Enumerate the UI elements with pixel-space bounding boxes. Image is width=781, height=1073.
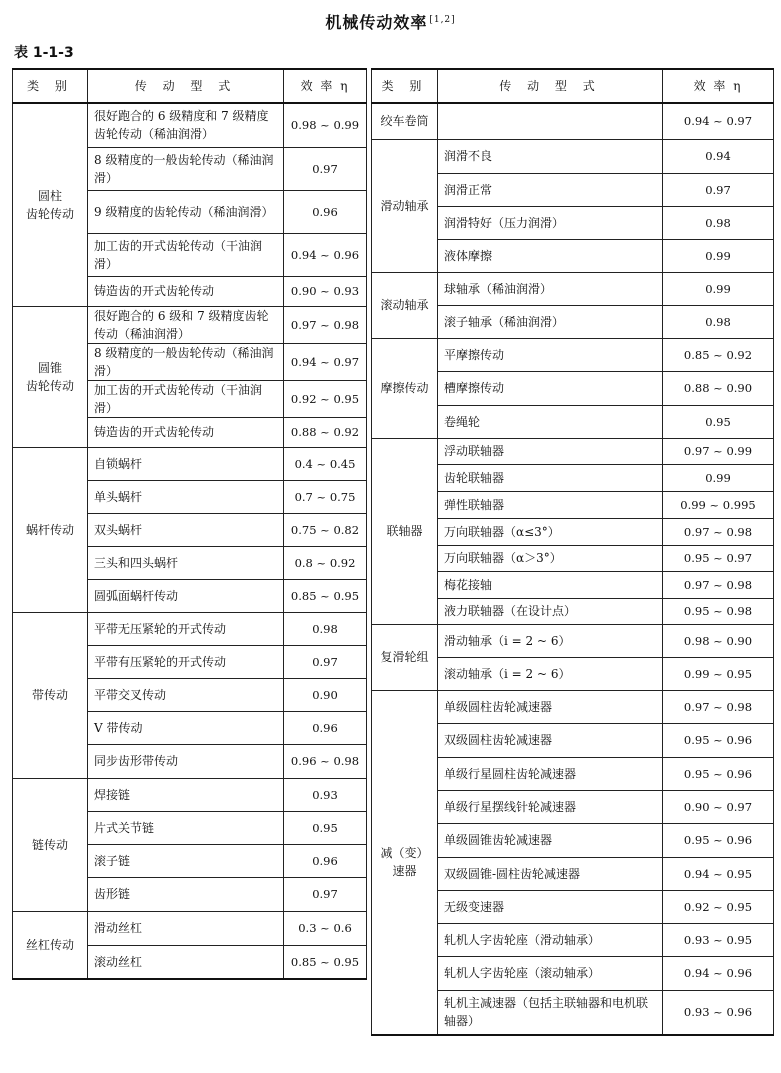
efficiency-cell: 0.75 ~ 0.82	[284, 513, 367, 546]
category-cell: 圆锥 齿轮传动	[13, 306, 88, 447]
header-row	[13, 69, 367, 103]
type-cell: 很好跑合的 6 级和 7 级精度齿轮传动（稀油润滑）	[88, 306, 284, 343]
efficiency-table-right	[371, 68, 774, 1036]
efficiency-cell: 0.97	[284, 877, 367, 911]
type-cell: 液力联轴器（在设计点）	[438, 598, 663, 624]
type-cell: 焊接链	[88, 778, 284, 811]
type-cell: 万向联轴器（α≤3°）	[438, 518, 663, 545]
efficiency-table-left	[12, 68, 367, 980]
table-row	[13, 778, 367, 811]
category-cell: 丝杠传动	[13, 911, 88, 979]
efficiency-cell: 0.95 ~ 0.96	[663, 723, 774, 757]
type-cell: 平摩擦传动	[438, 338, 663, 371]
efficiency-cell: 0.97 ~ 0.98	[663, 690, 774, 723]
efficiency-cell: 0.93 ~ 0.95	[663, 923, 774, 956]
type-cell: 齿形链	[88, 877, 284, 911]
table-row	[372, 338, 774, 371]
category-cell: 复滑轮组	[372, 624, 438, 690]
efficiency-cell: 0.95	[663, 405, 774, 438]
page-title	[0, 10, 781, 33]
efficiency-cell: 0.99	[663, 464, 774, 491]
efficiency-cell: 0.98 ~ 0.99	[284, 103, 367, 147]
efficiency-cell: 0.94 ~ 0.97	[284, 343, 367, 380]
type-cell: 梅花接轴	[438, 571, 663, 598]
type-cell: 铸造齿的开式齿轮传动	[88, 276, 284, 306]
type-cell: 加工齿的开式齿轮传动（干油润滑）	[88, 380, 284, 417]
efficiency-cell: 0.98 ~ 0.90	[663, 624, 774, 657]
type-cell: 平带交叉传动	[88, 678, 284, 711]
type-cell: 加工齿的开式齿轮传动（干油润滑）	[88, 233, 284, 276]
category-cell: 联轴器	[372, 438, 438, 624]
efficiency-cell: 0.88 ~ 0.90	[663, 371, 774, 405]
type-cell: 8 级精度的一般齿轮传动（稀油润滑）	[88, 343, 284, 380]
type-cell: 润滑特好（压力润滑）	[438, 206, 663, 239]
efficiency-cell: 0.97	[284, 645, 367, 678]
type-cell: 滚子轴承（稀油润滑）	[438, 305, 663, 338]
efficiency-cell: 0.99	[663, 272, 774, 305]
table-row	[372, 139, 774, 173]
type-cell: 齿轮联轴器	[438, 464, 663, 491]
efficiency-cell: 0.4 ~ 0.45	[284, 447, 367, 480]
type-cell: 滑动丝杠	[88, 911, 284, 945]
type-cell: 液体摩擦	[438, 239, 663, 272]
efficiency-cell: 0.94	[663, 139, 774, 173]
type-cell: 双头蜗杆	[88, 513, 284, 546]
type-cell: 润滑正常	[438, 173, 663, 206]
type-cell: 卷绳轮	[438, 405, 663, 438]
efficiency-cell: 0.97 ~ 0.99	[663, 438, 774, 464]
efficiency-cell: 0.90 ~ 0.97	[663, 790, 774, 823]
type-cell: 润滑不良	[438, 139, 663, 173]
efficiency-cell: 0.85 ~ 0.92	[663, 338, 774, 371]
efficiency-cell: 0.3 ~ 0.6	[284, 911, 367, 945]
table-row	[13, 911, 367, 945]
efficiency-cell: 0.90	[284, 678, 367, 711]
type-cell: 滚子链	[88, 844, 284, 877]
table-row	[13, 103, 367, 147]
efficiency-cell: 0.98	[284, 612, 367, 645]
type-cell: 自锁蜗杆	[88, 447, 284, 480]
header-row	[372, 69, 774, 103]
type-cell: 双级圆柱齿轮减速器	[438, 723, 663, 757]
type-cell: 滑动轴承（i = 2 ~ 6）	[438, 624, 663, 657]
category-cell: 链传动	[13, 778, 88, 911]
efficiency-cell: 0.92 ~ 0.95	[663, 890, 774, 923]
efficiency-cell: 0.95 ~ 0.98	[663, 598, 774, 624]
efficiency-cell: 0.93 ~ 0.96	[663, 990, 774, 1035]
header-category: 类 别	[372, 69, 438, 103]
table-label: 表 1-1-3	[14, 45, 74, 61]
efficiency-cell: 0.97 ~ 0.98	[663, 571, 774, 598]
type-cell: 平带无压紧轮的开式传动	[88, 612, 284, 645]
type-cell: 很好跑合的 6 级精度和 7 级精度齿轮传动（稀油润滑）	[88, 103, 284, 147]
efficiency-cell: 0.97	[663, 173, 774, 206]
efficiency-cell: 0.99 ~ 0.95	[663, 657, 774, 690]
type-cell: 单级圆锥齿轮减速器	[438, 823, 663, 857]
efficiency-cell: 0.96	[284, 190, 367, 233]
efficiency-cell: 0.93	[284, 778, 367, 811]
header-efficiency: 效 率 η	[284, 69, 367, 103]
header-category: 类 别	[13, 69, 88, 103]
title-reference: [1,2]	[429, 14, 456, 25]
type-cell: 轧机主减速器（包括主联轴器和电机联轴器）	[438, 990, 663, 1035]
type-cell: 双级圆锥-圆柱齿轮减速器	[438, 857, 663, 890]
type-cell: 铸造齿的开式齿轮传动	[88, 417, 284, 447]
table-row	[13, 612, 367, 645]
title-text: 机械传动效率	[325, 13, 428, 32]
efficiency-cell: 0.96	[284, 711, 367, 744]
efficiency-cell: 0.94 ~ 0.96	[663, 956, 774, 990]
type-cell: 9 级精度的齿轮传动（稀油润滑）	[88, 190, 284, 233]
header-type: 传 动 型 式	[88, 69, 284, 103]
table-row	[372, 690, 774, 723]
efficiency-cell: 0.85 ~ 0.95	[284, 579, 367, 612]
category-cell: 滚动轴承	[372, 272, 438, 338]
efficiency-cell: 0.95 ~ 0.97	[663, 545, 774, 571]
efficiency-cell: 0.98	[663, 206, 774, 239]
type-cell	[438, 103, 663, 139]
efficiency-cell: 0.96	[284, 844, 367, 877]
type-cell: 滚动丝杠	[88, 945, 284, 979]
type-cell: 圆弧面蜗杆传动	[88, 579, 284, 612]
table-row	[13, 306, 367, 343]
type-cell: V 带传动	[88, 711, 284, 744]
efficiency-cell: 0.99	[663, 239, 774, 272]
table-row	[372, 103, 774, 139]
efficiency-cell: 0.99 ~ 0.995	[663, 491, 774, 518]
category-cell: 蜗杆传动	[13, 447, 88, 612]
type-cell: 滚动轴承（i = 2 ~ 6）	[438, 657, 663, 690]
efficiency-cell: 0.97 ~ 0.98	[663, 518, 774, 545]
efficiency-cell: 0.8 ~ 0.92	[284, 546, 367, 579]
type-cell: 8 级精度的一般齿轮传动（稀油润滑）	[88, 147, 284, 190]
type-cell: 单级行星摆线针轮减速器	[438, 790, 663, 823]
category-cell: 带传动	[13, 612, 88, 778]
type-cell: 单级圆柱齿轮减速器	[438, 690, 663, 723]
efficiency-cell: 0.96 ~ 0.98	[284, 744, 367, 778]
efficiency-cell: 0.95 ~ 0.96	[663, 823, 774, 857]
type-cell: 单级行星圆柱齿轮减速器	[438, 757, 663, 790]
category-cell: 绞车卷筒	[372, 103, 438, 139]
efficiency-cell: 0.88 ~ 0.92	[284, 417, 367, 447]
type-cell: 弹性联轴器	[438, 491, 663, 518]
table-row	[372, 624, 774, 657]
table-row	[372, 272, 774, 305]
type-cell: 轧机人字齿轮座（滚动轴承）	[438, 956, 663, 990]
efficiency-cell: 0.7 ~ 0.75	[284, 480, 367, 513]
type-cell: 片式关节链	[88, 811, 284, 844]
header-type: 传 动 型 式	[438, 69, 663, 103]
table-row	[13, 447, 367, 480]
efficiency-cell: 0.98	[663, 305, 774, 338]
category-cell: 减（变） 速器	[372, 690, 438, 1035]
efficiency-cell: 0.94 ~ 0.95	[663, 857, 774, 890]
efficiency-cell: 0.95	[284, 811, 367, 844]
efficiency-cell: 0.97 ~ 0.98	[284, 306, 367, 343]
efficiency-cell: 0.92 ~ 0.95	[284, 380, 367, 417]
type-cell: 万向联轴器（α＞3°）	[438, 545, 663, 571]
efficiency-cell: 0.97	[284, 147, 367, 190]
type-cell: 单头蜗杆	[88, 480, 284, 513]
type-cell: 球轴承（稀油润滑）	[438, 272, 663, 305]
type-cell: 无级变速器	[438, 890, 663, 923]
type-cell: 三头和四头蜗杆	[88, 546, 284, 579]
efficiency-cell: 0.85 ~ 0.95	[284, 945, 367, 979]
type-cell: 轧机人字齿轮座（滑动轴承）	[438, 923, 663, 956]
efficiency-cell: 0.94 ~ 0.97	[663, 103, 774, 139]
category-cell: 圆柱 齿轮传动	[13, 103, 88, 306]
type-cell: 同步齿形带传动	[88, 744, 284, 778]
efficiency-cell: 0.95 ~ 0.96	[663, 757, 774, 790]
type-cell: 浮动联轴器	[438, 438, 663, 464]
category-cell: 滑动轴承	[372, 139, 438, 272]
table-row	[372, 438, 774, 464]
efficiency-cell: 0.90 ~ 0.93	[284, 276, 367, 306]
header-efficiency: 效 率 η	[663, 69, 774, 103]
type-cell: 槽摩擦传动	[438, 371, 663, 405]
type-cell: 平带有压紧轮的开式传动	[88, 645, 284, 678]
category-cell: 摩擦传动	[372, 338, 438, 438]
efficiency-cell: 0.94 ~ 0.96	[284, 233, 367, 276]
